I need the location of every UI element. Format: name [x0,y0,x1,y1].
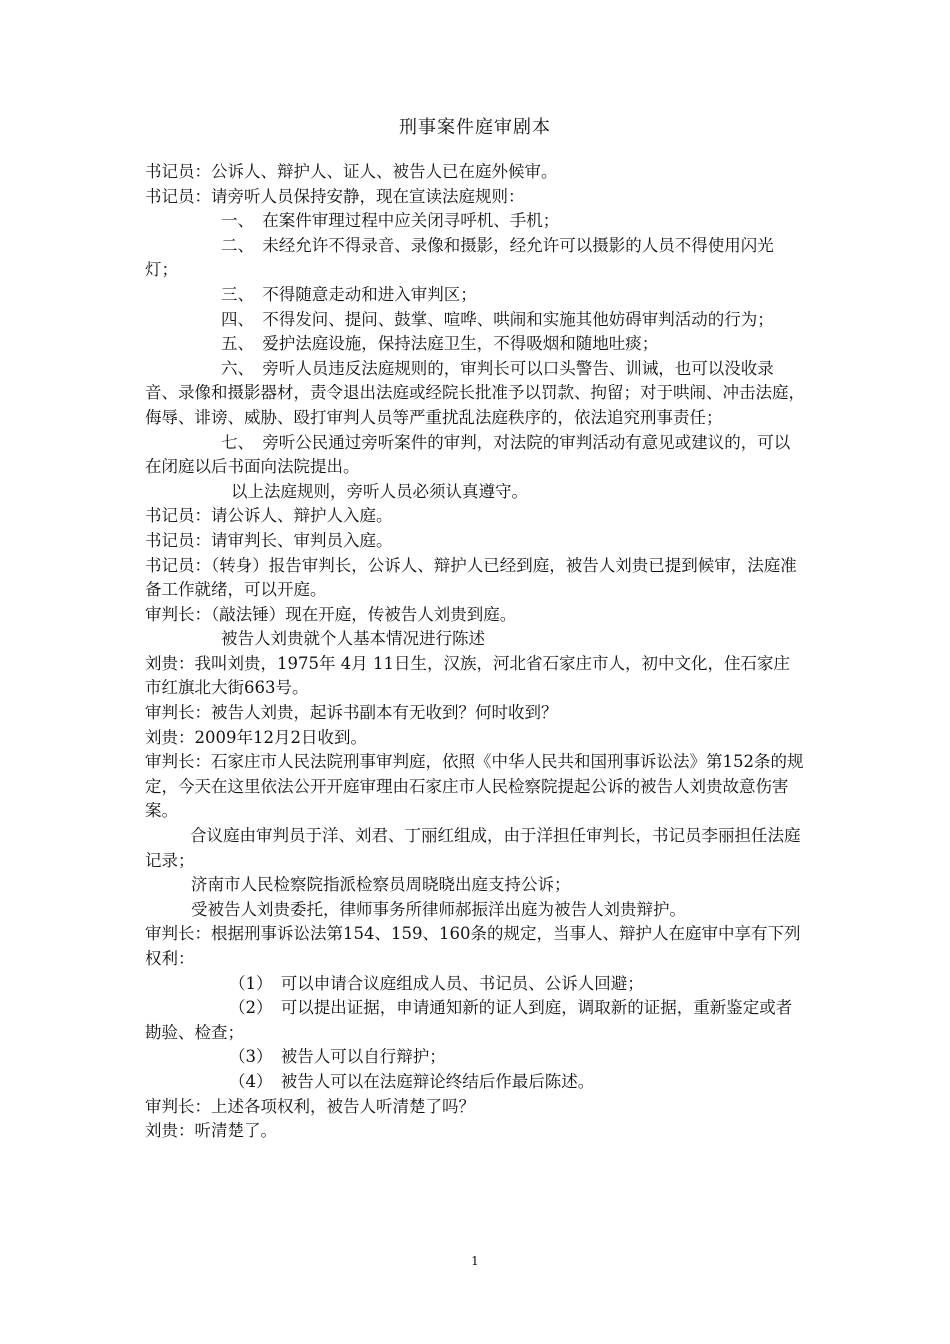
rule-item: 五、 爱护法庭设施，保持法庭卫生，不得吸烟和随地吐痰； [221,334,659,354]
rule-item: 六、 旁听人员违反法庭规则的，审判长可以口头警告、训诫，也可以没收录音、录像和摄影器材，责令退出法庭或经院长批准予以罚款、拘留；对于哄闹、冲击法庭，侮辱、诽谤、威胁、殴打审判人员等严重扰乱法庭秩序的，依法追究刑事责任； [145,358,805,427]
paragraph: 刘贵：听清楚了。 [145,1121,277,1141]
paragraph: 审判长：石家庄市人民法院刑事审判庭，依照《中华人民共和国刑事诉讼法》第152条的规定，今天在这里依法公开开庭审理由石家庄市人民检察院提起公诉的被告人刘贵故意伤害案。 [145,752,804,821]
paragraph: 合议庭由审判员于洋、刘君、丁丽红组成，由于洋担任审判长，书记员李丽担任法庭记录； [145,826,801,870]
paragraph: 书记员：请审判长、审判员入庭。 [145,530,393,550]
rights-item: （1） 可以申请合议庭组成人员、书记员、公诉人回避； [229,973,644,993]
paragraph: 书记员：（转身）报告审判长，公诉人、辩护人已经到庭，被告人刘贵已提到候审，法庭准备工作就绪，可以开庭。 [145,555,797,600]
rights-item: （2） 可以提出证据，申请通知新的证人到庭，调取新的证据，重新鉴定或者勘验、检查； [145,998,793,1042]
paragraph: 审判长：被告人刘贵，起诉书副本有无收到？何时收到？ [145,703,558,723]
document-body [145,160,805,1144]
paragraph: 书记员：请公诉人、辩护人入庭。 [145,506,393,526]
rule-item: 三、 不得随意走动和进入审判区； [221,284,477,304]
paragraph: 审判长：上述各项权利，被告人听清楚了吗？ [145,1096,475,1116]
paragraph: 刘贵：2009年12月2日收到。 [145,727,367,747]
rights-item: （3） 被告人可以自行辩护； [229,1047,446,1067]
rights-item: （4） 被告人可以在法庭辩论终结后作最后陈述。 [229,1071,595,1091]
page-number: 1 [471,1254,479,1268]
paragraph: 受被告人刘贵委托，律师事务所律师郝振洋出庭为被告人刘贵辩护。 [191,899,686,919]
paragraph: 济南市人民检察院指派检察员周晓晓出庭支持公诉； [191,875,571,895]
rule-item: 四、 不得发问、提问、鼓掌、喧哗、哄闹和实施其他妨碍审判活动的行为； [221,309,774,329]
rule-item: 七、 旁听公民通过旁听案件的审判，对法院的审判活动有意见或建议的，可以在闭庭以后书面向法院提出。 [145,432,791,477]
paragraph: 刘贵：我叫刘贵，1975年 4月 11日生，汉族，河北省石家庄市人，初中文化，住石家庄市红旗北大街663号。 [145,653,790,698]
paragraph: 书记员：请旁听人员保持安静，现在宣读法庭规则： [145,186,525,206]
document-title: 刑事案件庭审剧本 [399,117,551,138]
rule-item: 二、 未经允许不得录音、录像和摄影，经允许可以摄影的人员不得使用闪光灯； [145,235,774,280]
paragraph: 被告人刘贵就个人基本情况进行陈述 [221,629,485,649]
paragraph: 书记员：公诉人、辩护人、证人、被告人已在庭外候审。 [145,162,558,181]
rule-item: 一、 在案件审理过程中应关闭寻呼机、手机； [221,211,560,231]
paragraph: 审判长：（敲法锤）现在开庭，传被告人刘贵到庭。 [145,604,517,624]
paragraph: 以上法庭规则，旁听人员必须认真遵守。 [231,481,528,501]
paragraph: 审判长：根据刑事诉讼法第154、159、160条的规定，当事人、辩护人在庭审中享有下列权利： [145,924,801,968]
